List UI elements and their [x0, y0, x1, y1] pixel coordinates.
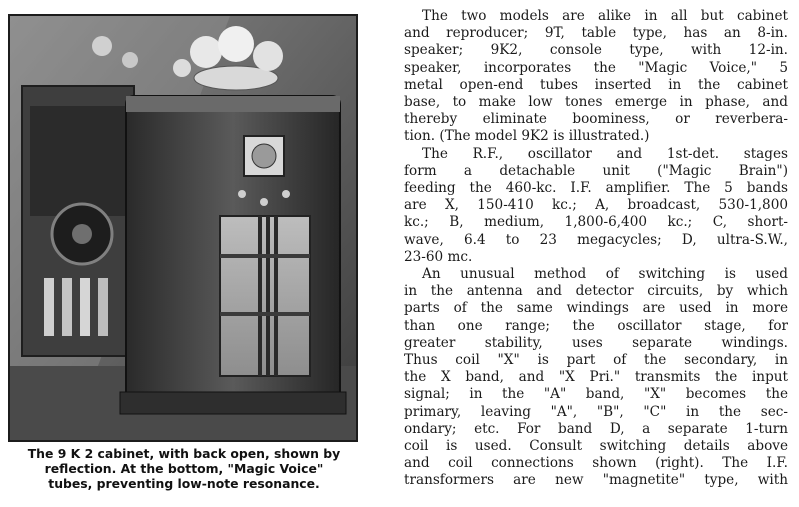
text-line: form a detachable unit ("Magic Brain") — [404, 162, 788, 179]
text-line: base, to make low tones emerge in phase, and — [404, 94, 788, 111]
paragraph-bands — [404, 146, 788, 266]
text-line: ondary; etc. For band D, a separate 1-turn — [404, 420, 788, 437]
figure-caption — [8, 446, 360, 491]
caption-line: The 9 K 2 cabinet, with back open, shown by — [27, 446, 341, 461]
text-line: signal; in the "A" band, "X" becomes the — [404, 386, 788, 403]
caption-line: tubes, preventing low-note resonance. — [48, 476, 320, 491]
text-line: speaker, incorporates the "Magic Voice," 5 — [404, 59, 788, 76]
text-line: primary, leaving "A", "B", "C" in the sec- — [404, 403, 788, 420]
text-line: than one range; the oscillator stage, for — [404, 317, 788, 334]
text-line: and coil connections shown (right). The I.F. — [404, 455, 788, 472]
text-line: The R.F., oscillator and 1st-det. stages — [422, 145, 788, 162]
text-line: speaker; 9K2, console type, with 12-in. — [404, 42, 788, 59]
article-body — [404, 8, 788, 490]
text-line: kc.; B, medium, 1,800-6,400 kc.; C, short- — [404, 214, 788, 231]
paragraph-models — [404, 8, 788, 146]
text-line: greater stability, uses separate windings. — [404, 334, 788, 351]
paragraph-switching — [404, 266, 788, 490]
text-line: Thus coil "X" is part of the secondary, in — [404, 352, 788, 369]
text-line: thereby eliminate boominess, or reverbera- — [404, 111, 788, 128]
radio-cabinet-photo — [8, 14, 358, 442]
text-line: and reproducer; 9T, table type, has an 8-in. — [404, 25, 788, 42]
text-line: feeding the 460-kc. I.F. amplifier. The 5 bands — [404, 180, 788, 197]
text-line: wave, 6.4 to 23 megacycles; D, ultra-S.W., — [404, 231, 788, 248]
text-line: transformers are new "magnetite" type, with — [404, 472, 788, 489]
text-line: The two models are alike in all but cabinet — [422, 8, 788, 24]
text-line: in the antenna and detector circuits, by which — [404, 283, 788, 300]
caption-line: reflection. At the bottom, "Magic Voice" — [44, 461, 324, 476]
text-line: are X, 150-410 kc.; A, broadcast, 530-1,800 — [404, 197, 788, 214]
radio-cabinet-illustration — [10, 16, 356, 440]
text-line: tion. (The model 9K2 is illustrated.) — [404, 128, 650, 145]
text-line: coil is used. Consult switching details above — [404, 438, 788, 455]
text-line: 23-60 mc. — [404, 248, 473, 265]
text-line: the X band, and "X Pri." transmits the input — [404, 369, 788, 386]
text-line: metal open-end tubes inserted in the cabinet — [404, 76, 788, 93]
text-line: parts of the same windings are used in more — [404, 300, 788, 317]
text-line: An unusual method of switching is used — [422, 266, 788, 283]
